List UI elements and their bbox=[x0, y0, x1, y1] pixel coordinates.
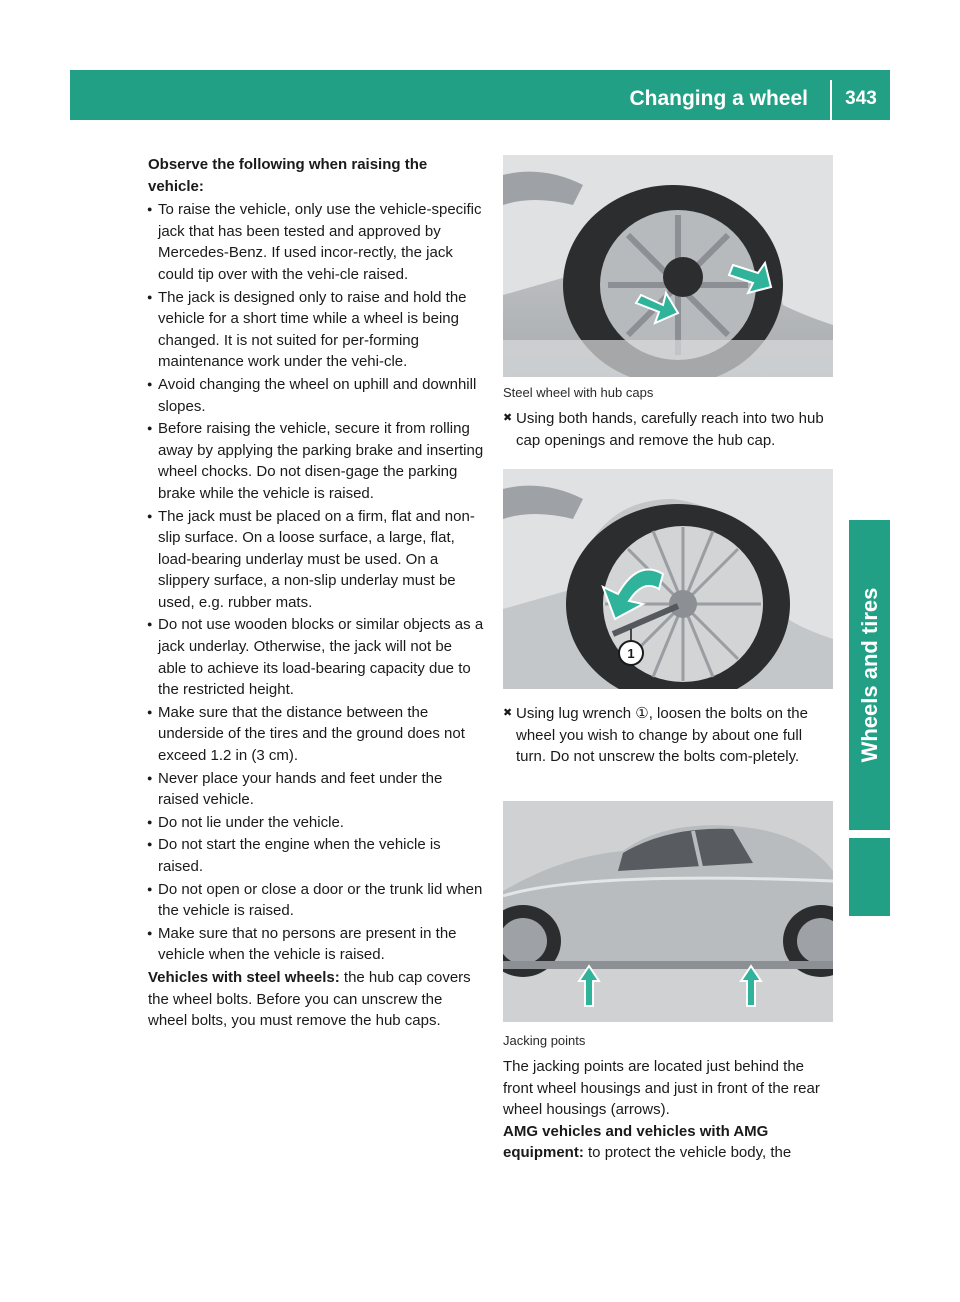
page-title: Changing a wheel bbox=[629, 87, 808, 110]
amg-paragraph bbox=[503, 1121, 836, 1164]
jacking-points-paragraph: The jacking points are located just behind the front wheel housings and just in front of the rear wheel housings (arrows). bbox=[503, 1058, 820, 1119]
right-column-block-1 bbox=[503, 384, 836, 451]
list-item: ● Avoid changing the wheel on uphill and downhill slopes. bbox=[148, 374, 484, 417]
list-item: ● Make sure that the distance between the underside of the tires and the ground does not exceed 1.2 in (3 cm). bbox=[148, 702, 484, 767]
list-item: ● Never place your hands and feet under the raised vehicle. bbox=[148, 768, 484, 811]
section-side-tab-label: Wheels and tires bbox=[856, 587, 882, 763]
right-column-block-3 bbox=[503, 1032, 836, 1164]
lug-wrench-illustration bbox=[503, 469, 833, 689]
steel-wheel-caption: Steel wheel with hub caps bbox=[503, 385, 654, 400]
list-item: ● The jack is designed only to raise and hold the vehicle for a short time while a wheel is being changed. It is not suited for per-forming maintenance work under the vehi-cle. bbox=[148, 287, 484, 373]
raising-bullet-list bbox=[148, 199, 484, 966]
raising-heading: Observe the following when raising the vehicle: bbox=[148, 156, 428, 195]
steel-wheel-illustration bbox=[503, 155, 833, 377]
steel-wheels-text: the hub cap covers the wheel bolts. Before you can unscrew the wheel bolts, you must remove the hub caps. bbox=[148, 968, 471, 1030]
steel-wheels-label: Vehicles with steel wheels: bbox=[148, 968, 340, 986]
lug-wrench-callout-symbol: ① bbox=[635, 705, 649, 722]
list-item: ● Before raising the vehicle, secure it from rolling away by applying the parking brake and inserting wheel chocks. Do not disen-gage the parking brake while the vehicle is raised. bbox=[148, 418, 484, 504]
steel-wheels-paragraph bbox=[148, 967, 484, 1032]
list-item: ● To raise the vehicle, only use the vehicle-specific jack that has been tested and approved by Mercedes-Benz. If used incor-rectly, the jack could tip over with the vehi-cle raised. bbox=[148, 199, 484, 285]
list-item: ● The jack must be placed on a firm, flat and non-slip surface. On a loose surface, a large, flat, load-bearing underlay must be used. On a slippery surface, a non-slip underlay must be used, e.g. rubber mats. bbox=[148, 506, 484, 614]
amg-label: AMG vehicles and vehicles with AMG equipment: bbox=[503, 1122, 769, 1162]
lug-wrench-callout-number: 1 bbox=[627, 646, 635, 661]
jacking-points-illustration bbox=[503, 801, 833, 1022]
list-item: ● Do not open or close a door or the trunk lid when the vehicle is raised. bbox=[148, 879, 484, 922]
list-item: ● Do not use wooden blocks or similar objects as a jack underlay. Otherwise, the jack will not be able to achieve its load-bearing capacity due to the restricted height. bbox=[148, 614, 484, 700]
right-column-block-2 bbox=[503, 703, 836, 768]
header-bar bbox=[70, 70, 890, 120]
side-tab-marker bbox=[849, 838, 890, 916]
page-number: 343 bbox=[845, 88, 877, 109]
amg-text: to protect the vehicle body, the bbox=[583, 1144, 792, 1162]
list-item: ● Make sure that no persons are present in the vehicle when the vehicle is raised. bbox=[148, 923, 484, 966]
loosen-bolts-step bbox=[503, 703, 836, 768]
list-item: ● Do not start the engine when the vehicle is raised. bbox=[148, 834, 484, 877]
loosen-bolts-text-start: Using lug wrench bbox=[516, 705, 636, 722]
section-side-tab bbox=[849, 520, 890, 830]
remove-hub-cap-step: ✖ Using both hands, carefully reach into two hub cap openings and remove the hub cap. bbox=[503, 408, 836, 451]
loosen-bolts-text-end: , loosen the bolts on the wheel you wish to change by about one full turn. Do not unscrew the bolts com-pletely. bbox=[516, 705, 808, 766]
list-item: ● Do not lie under the vehicle. bbox=[148, 812, 484, 834]
jacking-points-caption: Jacking points bbox=[503, 1033, 586, 1048]
left-column bbox=[148, 154, 484, 1032]
